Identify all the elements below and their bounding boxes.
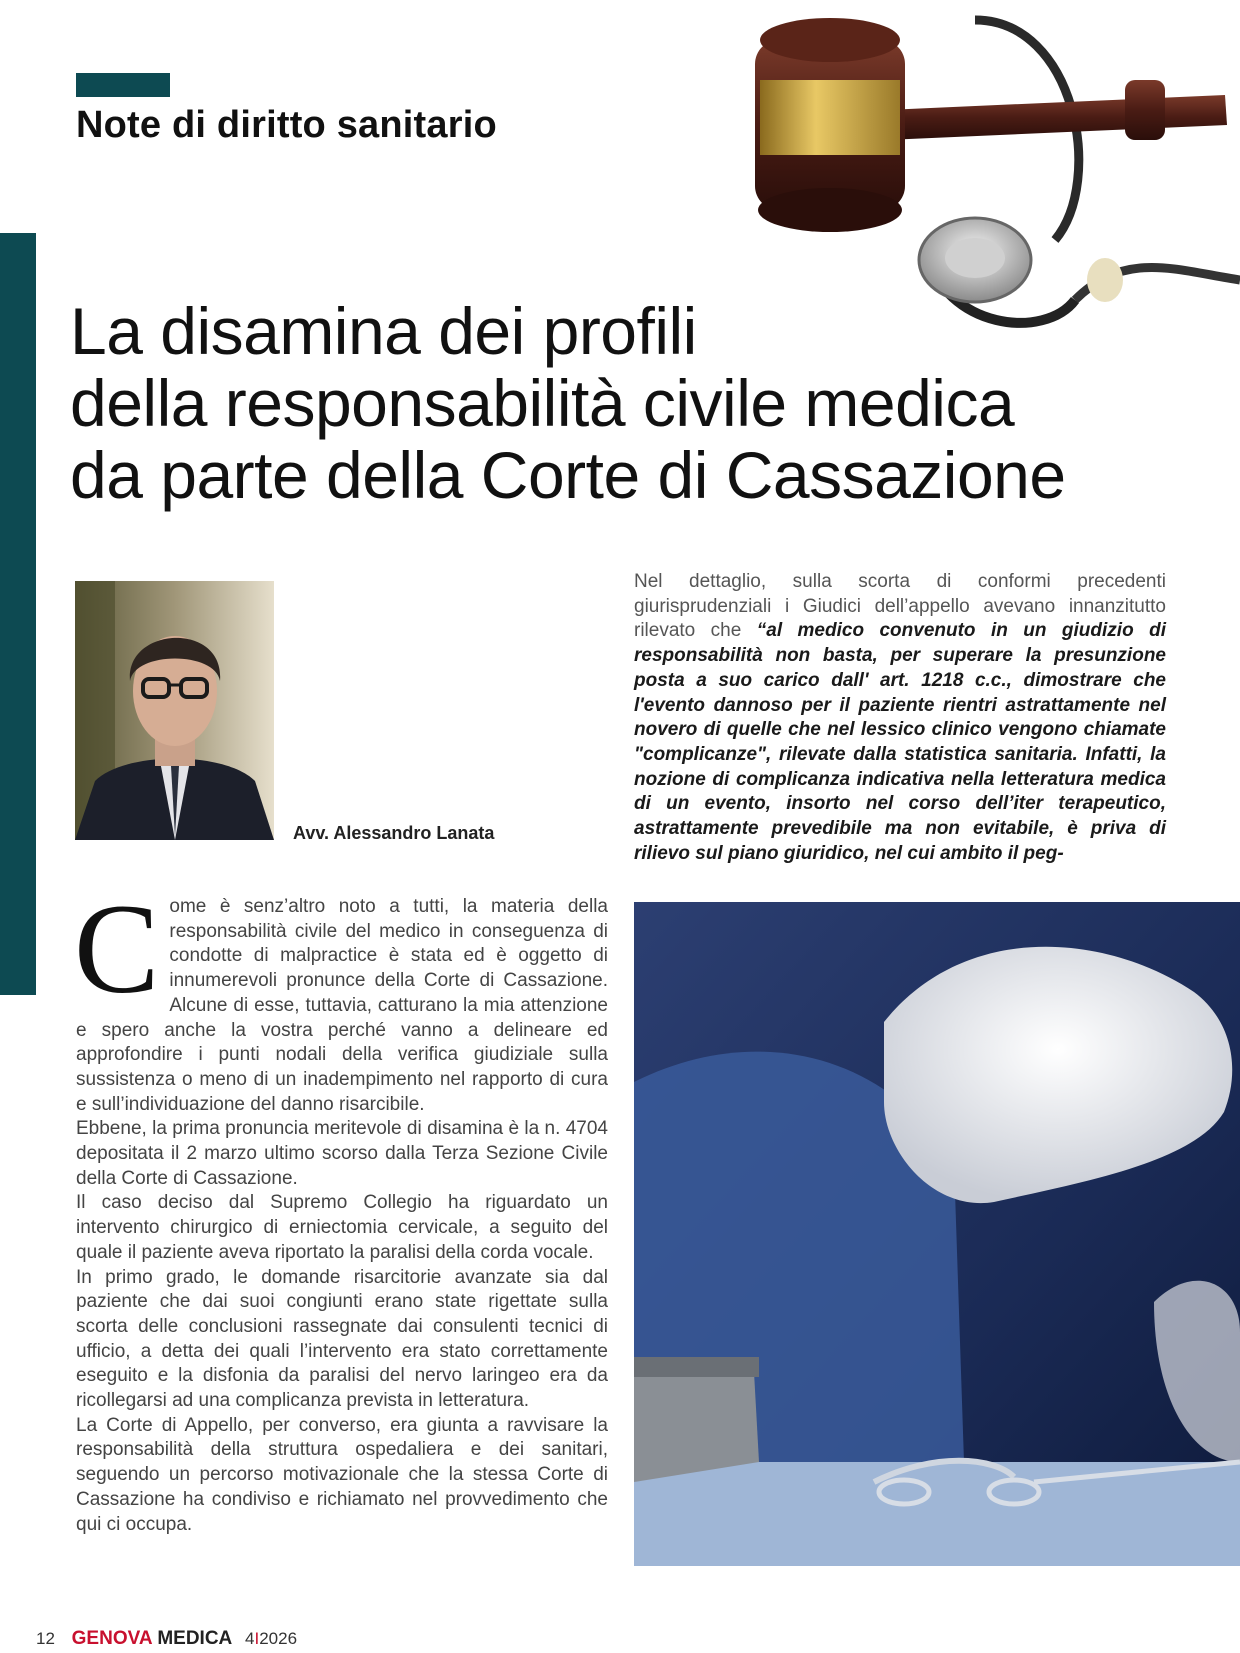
right-column-intro: Nel dettaglio, sulla scorta di conformi precedenti giurisprudenziali i Giudici dell’appello avevano innanzitutto rilevato che (634, 571, 1166, 642)
author-caption: Avv. Alessandro Lanata (293, 823, 495, 843)
author-portrait (75, 581, 274, 840)
page-number: 12 (36, 1629, 55, 1648)
right-column-text (634, 570, 1166, 866)
page-footer (36, 1628, 297, 1650)
paragraph-1: ome è senz’altro noto a tutti, la materia della responsabilità civile del medico in conseguenza di condotte di malpractice è stata ed è oggetto di innumerevoli pronunce della Corte di Cassazione. Alcune di esse, tuttavia, catturano la mia attenzione e spero anche la vostra perché vanno a delineare ed approfondire i punti nodali della verifica giudiziale sulla sussistenza o meno di un inadempimento nel rapporto di cura e sull’individuazione del danno risarcibile. (76, 896, 608, 1115)
left-column-text (74, 878, 608, 1537)
surgery-photo (634, 902, 1240, 1566)
paragraph-4: In primo grado, le domande risarcitorie avanzate sia dal paziente che dai suoi congiunti erano state rigettate sulla scorta delle conclusioni rassegnate dai consulenti tecnici di ufficio, a detta dei quali l’intervento era stato correttamente eseguito e la disfonia da paralisi del nervo laringeo era da ricollegarsi ad una complicanza prevista in letteratura. (76, 1266, 608, 1412)
brand-name-medica: MEDICA (157, 1628, 233, 1649)
headline-line-2: della responsabilità civile medica (70, 366, 1015, 440)
issue-number: 4 (245, 1629, 255, 1648)
brand-name-genova: GENOVA (71, 1628, 153, 1649)
section-accent-bar (76, 73, 170, 97)
article-headline (70, 295, 1200, 511)
section-title: Note di diritto sanitario (76, 104, 497, 146)
issue-year: 2026 (259, 1629, 298, 1648)
drop-cap: C (74, 878, 160, 1020)
headline-line-1: La disamina dei profili (70, 294, 697, 368)
issue-separator: I (254, 1629, 260, 1648)
paragraph-5: La Corte di Appello, per converso, era giunta a ravvisare la responsabilità della struttura ospedaliera e dei sanitari, seguendo un percorso motivazionale che la stessa Corte di Cassazione ha condiviso e richiamato nel provvedimento che qui ci occupa. (76, 1414, 608, 1535)
paragraph-2: Ebbene, la prima pronuncia meritevole di disamina è la n. 4704 depositata il 2 marzo ultimo scorso dalla Terza Sezione Civile della Corte di Cassazione. (76, 1118, 608, 1189)
paragraph-3: Il caso deciso dal Supremo Collegio ha riguardato un intervento chirurgico di erniectomia cervicale, a seguito del quale il paziente aveva riportato la paralisi della corda vocale. (76, 1192, 608, 1263)
sidebar-accent-stripe (0, 233, 36, 995)
right-column-quote: “al medico convenuto in un giudizio di responsabilità non basta, per superare la presunzione posta a suo carico dall' art. 1218 c.c., dimostrare che l'evento dannoso per il paziente rientri astrattamente nel novero di quelle che nel lessico clinico vengono chiamate "complicanze", rilevate dalla statistica sanitaria. Infatti, la nozione di complicanza indicativa nella letteratura medica di un evento, insorto nel corso dell’iter terapeutico, astrattamente prevedibile ma non evitabile, è priva di rilievo sul piano giuridico, nel cui ambito il peg- (634, 620, 1166, 864)
gavel-stethoscope-illustration (745, 0, 1240, 345)
headline-line-3: da parte della Corte di Cassazione (70, 438, 1066, 512)
